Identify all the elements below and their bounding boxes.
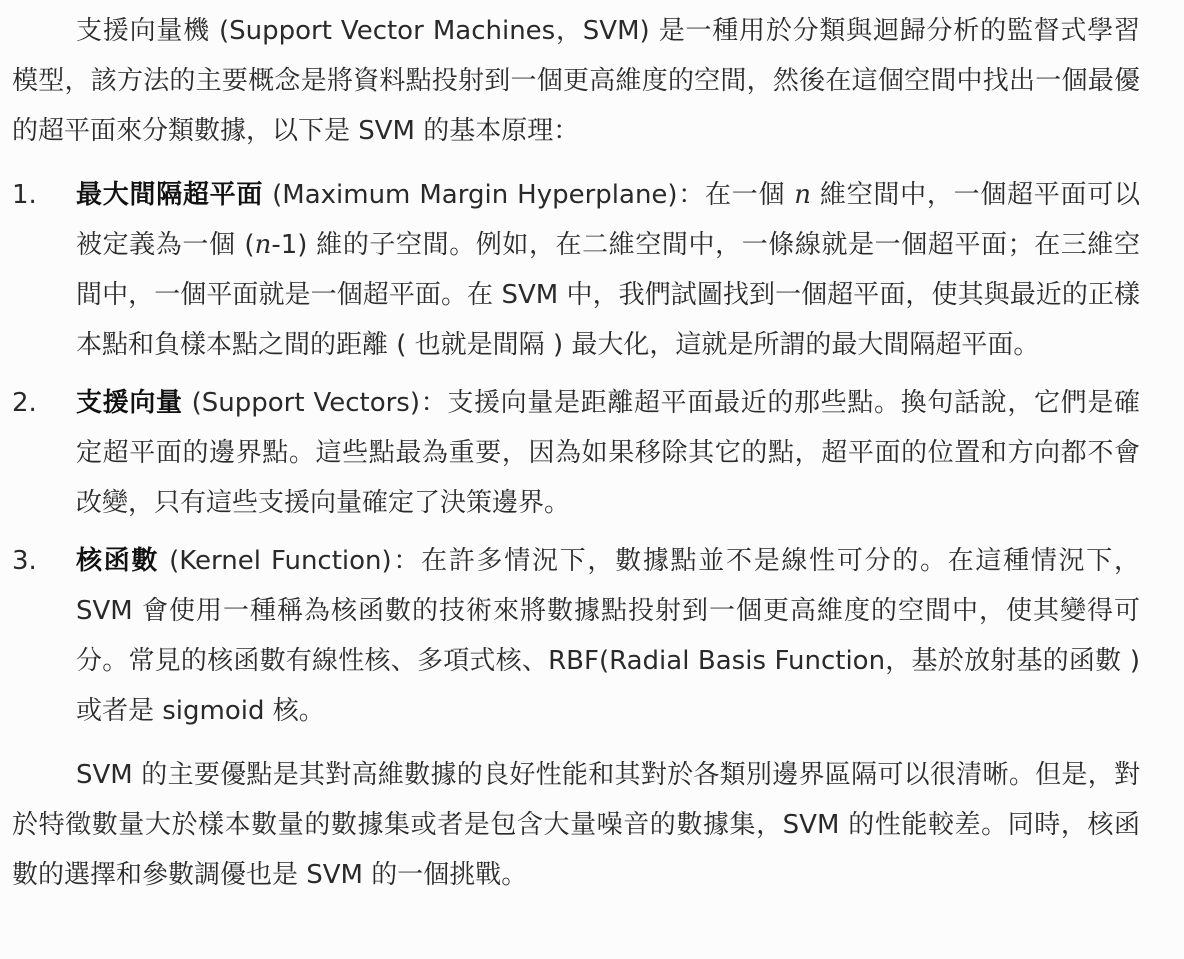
item-term: 支援向量 bbox=[76, 388, 183, 418]
item-number: 2. bbox=[12, 388, 37, 418]
principle-item-1 bbox=[12, 170, 1140, 370]
item-number: 1. bbox=[12, 180, 37, 210]
math-variable-n: n bbox=[794, 180, 811, 210]
conclusion-paragraph: SVM 的主要優點是其對高維數據的良好性能和其對於各類別邊界區隔可以很清晰。但是，對於特徵數量大於樣本數量的數據集或者是包含大量噪音的數據集，SVM 的性能較差。同時，核函數的選擇和參數調優也是 SVM 的一個挑戰。 bbox=[12, 760, 1140, 890]
intro-paragraph: 支援向量機 (Support Vector Machines，SVM) 是一種用於分類與迴歸分析的監督式學習模型，該方法的主要概念是將資料點投射到一個更高維度的空間，然後在這個空間中找出一個最優的超平面來分類數據，以下是 SVM 的基本原理： bbox=[12, 16, 1140, 146]
item-term: 最大間隔超平面 bbox=[76, 180, 264, 210]
principles-list bbox=[12, 170, 1140, 736]
item-number: 3. bbox=[12, 546, 37, 576]
principle-item-3 bbox=[12, 536, 1140, 736]
principle-item-2 bbox=[12, 378, 1140, 528]
item-text: (Maximum Margin Hyperplane)：在一個 bbox=[263, 180, 795, 210]
item-term: 核函數 bbox=[76, 546, 160, 576]
item-text: -1) 維的子空間。例如，在二維空間中，一條線就是一個超平面；在三維空間中，一個平面就是一個超平面。在 SVM 中，我們試圖找到一個超平面，使其與最近的正樣本點和負樣本點之間的距離 ( 也就是間隔 ) 最大化，這就是所謂的最大間隔超平面。 bbox=[76, 230, 1140, 360]
item-text: (Support Vectors)：支援向量是距離超平面最近的那些點。換句話說，它們是確定超平面的邊界點。這些點最為重要，因為如果移除其它的點，超平面的位置和方向都不會改變，只有這些支援向量確定了決策邊界。 bbox=[76, 388, 1140, 518]
item-text: 維空間中，一個超平面可以被定義為一個 ( bbox=[76, 180, 1140, 260]
math-variable-n: n bbox=[254, 230, 272, 260]
item-text: (Kernel Function)：在許多情況下，數據點並不是線性可分的。在這種情況下，SVM 會使用一種稱為核函數的技術來將數據點投射到一個更高維度的空間中，使其變得可分。常見的核函數有線性核、多項式核、RBF(Radial Basis Function，基於放射基的函數 ) 或者是 sigmoid 核。 bbox=[76, 546, 1140, 726]
